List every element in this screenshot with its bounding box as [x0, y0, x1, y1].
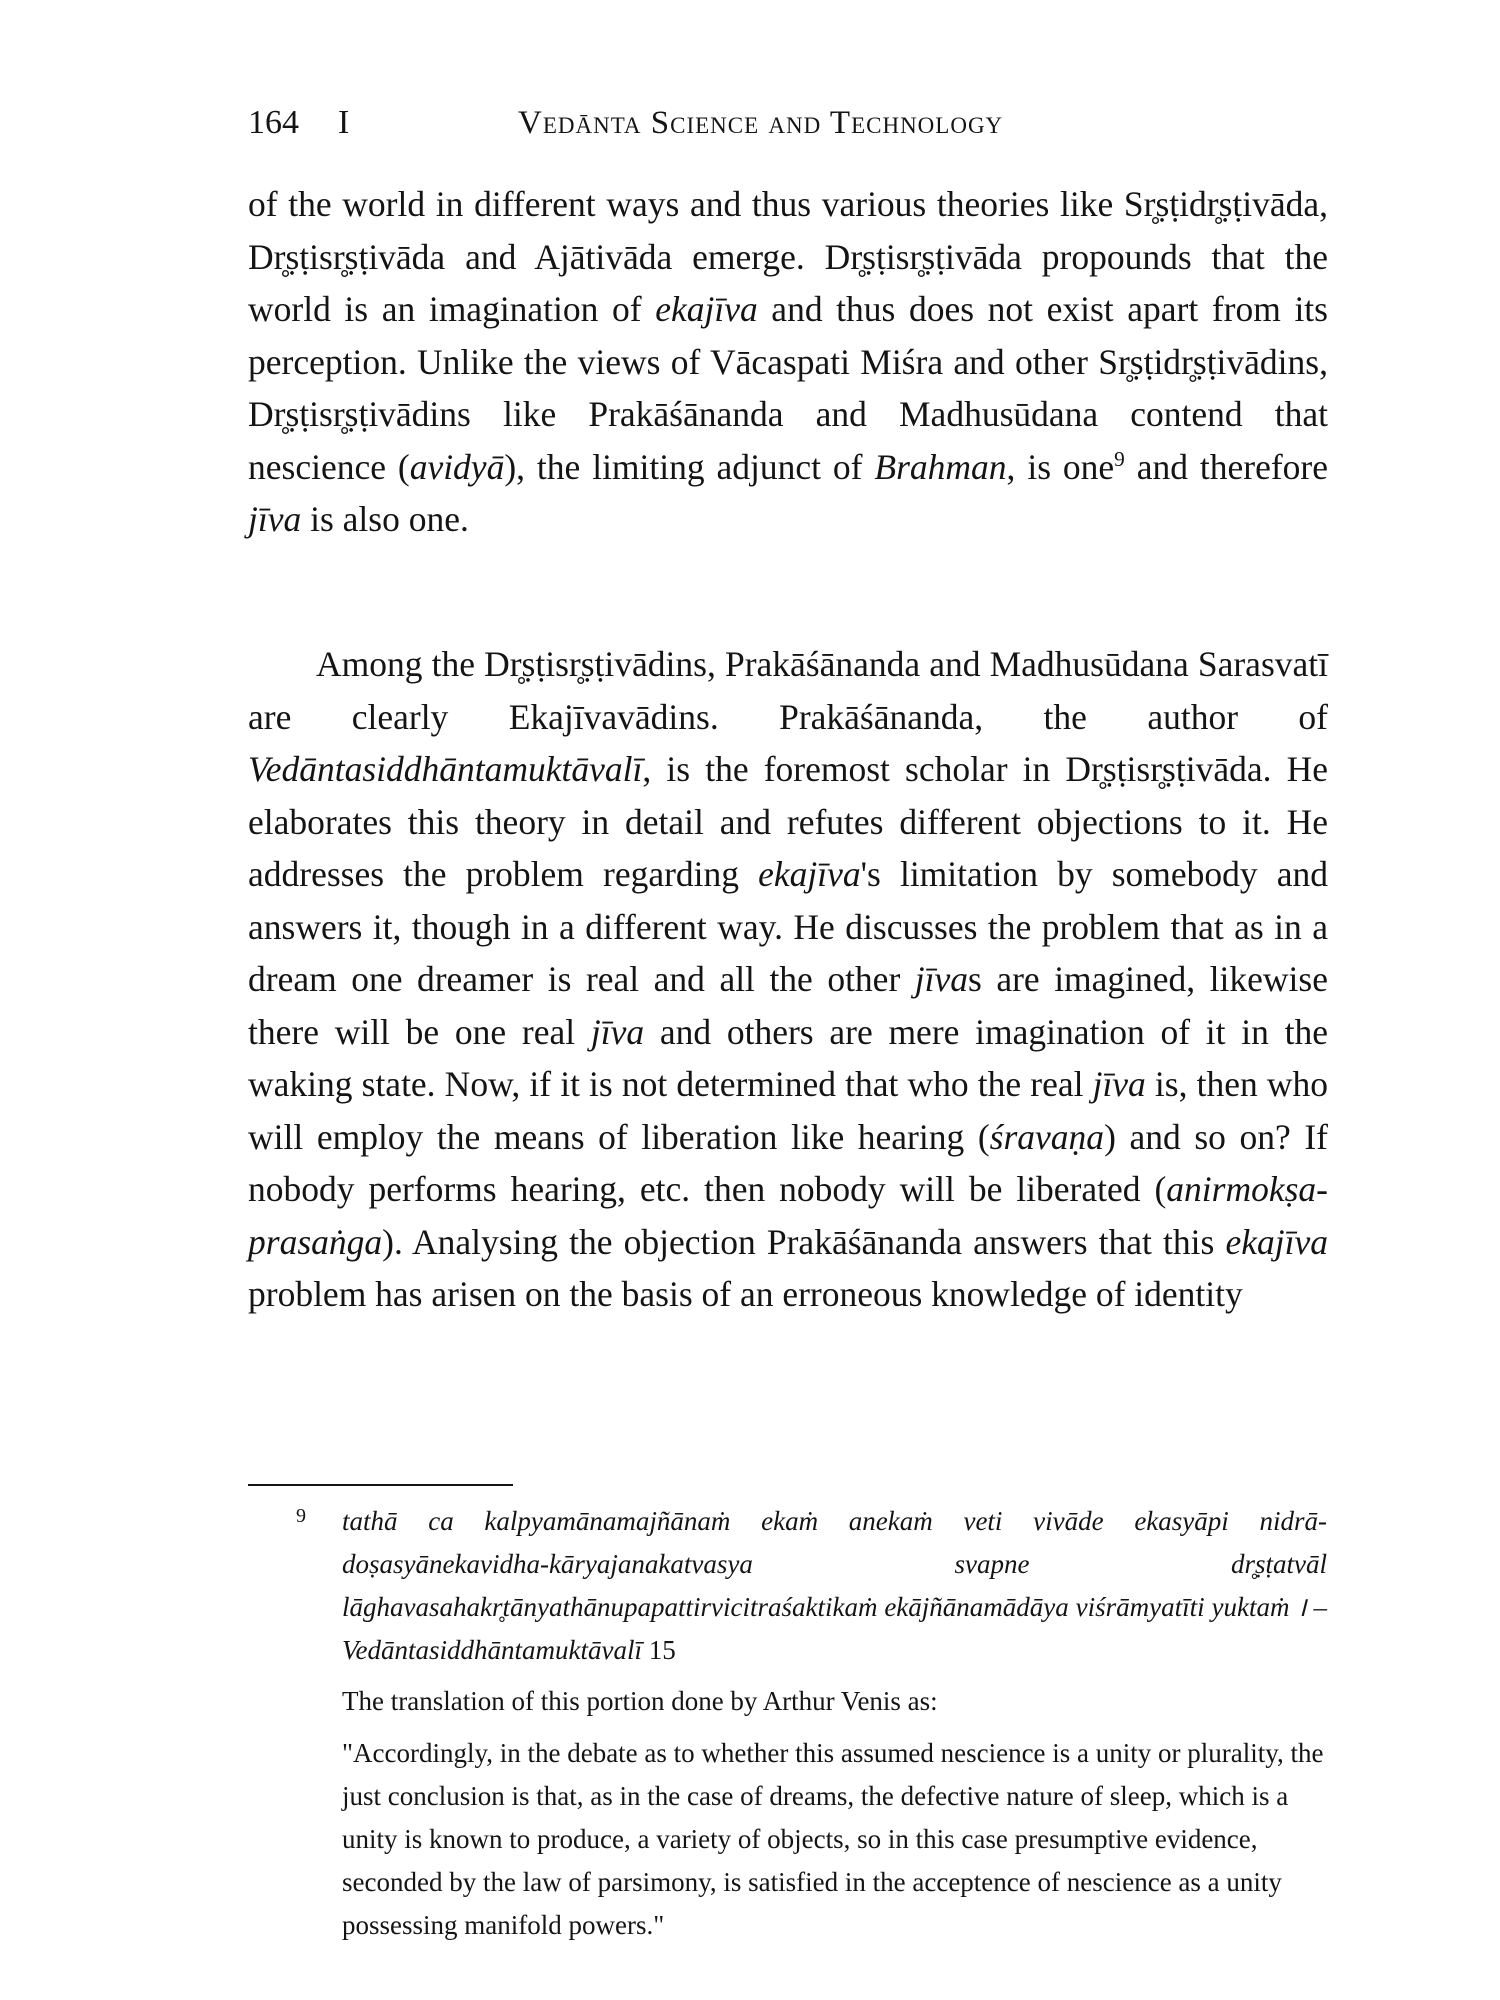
footnote-sanskrit-quote: [342, 1500, 1327, 1672]
text-run: , is one: [1006, 446, 1115, 487]
italic-term: Brahman: [874, 446, 1007, 487]
text-run: s are imagined, likewise there will be one real: [248, 959, 1328, 1052]
text-run: is, then who will employ the means of liberation like hearing (: [248, 1064, 1328, 1157]
paragraph-2: [248, 638, 1328, 1321]
paragraph-1: [248, 178, 1328, 546]
footnote-source-ref: 15: [641, 1635, 676, 1665]
running-head-separator: I: [338, 104, 350, 141]
footnote-source-title: Vedāntasiddhāntamuktāvalī: [342, 1635, 642, 1665]
italic-term: ekajīva: [758, 854, 861, 894]
text-run: and thus does not exist apart from its perception. Unlike the views of Vācaspati Miśra and other Sr̥ṣṭidr̥ṣṭivādins, Dr̥ṣṭisr̥ṣṭivādins like Prakāśānanda and Madhusūdana contend that nescience (: [248, 289, 1328, 487]
italic-term: avidyā: [409, 446, 505, 487]
running-head: [248, 98, 1328, 148]
footnote-divider: [248, 1484, 513, 1486]
text-run: and others are mere imagination of it in the waking state. Now, if it is not determined that who the real: [248, 1011, 1328, 1104]
text-run: and therefore: [1124, 446, 1328, 487]
footnote-reference[interactable]: 9: [1114, 446, 1125, 471]
text-run: ). Analysing the objection Prakāśānanda answers that this: [382, 1221, 1226, 1262]
italic-term: śravaṇa: [989, 1116, 1105, 1157]
text-run: of the world in different ways and thus various theories like Sr̥ṣṭidr̥ṣṭivāda, Dr̥ṣṭisr̥ṣṭivāda and Ajātivāda emerge. Dr̥ṣṭisr̥ṣṭivāda propounds that the world is an imagination of: [248, 184, 1328, 329]
italic-term: ekajīva: [1225, 1221, 1328, 1262]
footnote-translation-quote: "Accordingly, in the debate as to whether this assumed nescience is a unity or plurality, the just conclusion is that, as in the case of dreams, the defective nature of sleep, which is a unity is known to produce, a variety of objects, so in this case presumptive evidence, seconded by the law of parsimony, is satisfied in the acceptence of nescience as a unity possessing manifold powers.": [342, 1738, 1324, 1940]
italic-term: jīva: [590, 1011, 645, 1052]
text-run: ), the limiting adjunct of: [504, 446, 875, 487]
text-run: ) and so on? If nobody performs hearing, etc. then nobody will be liberated (: [248, 1116, 1328, 1209]
italic-term: ekajīva: [655, 289, 758, 329]
footnote-translation-intro: The translation of this portion done by Arthur Venis as:: [342, 1686, 938, 1716]
text-run: problem has arisen on the basis of an erroneous knowledge of identity: [248, 1274, 1243, 1314]
italic-term: jīva: [1092, 1064, 1146, 1104]
italic-term: jīva: [914, 959, 969, 999]
footnote-sanskrit-text: tathā ca kalpyamānamajñānaṁ ekaṁ anekaṁ veti vivāde ekasyāpi nidrā-doṣasyānekavidha-kāryajanakatvasya svapne dr̥ṣṭatvāl lāghavasahakr̥tānyathānupapattirvicitraśaktikaṁ ekājñānamādāya viśrāmyatīti yuktaṁ । –: [342, 1506, 1327, 1622]
book-title: Vedānta Science and Technology: [518, 105, 1004, 141]
text-run: , is the foremost scholar in Dr̥ṣṭisr̥ṣṭivāda. He elaborates this theory in detail and refutes different objections to it. He addresses the problem regarding: [248, 749, 1328, 894]
page-number: 164: [248, 104, 299, 141]
italic-term: Vedāntasiddhāntamuktāvalī: [248, 749, 643, 789]
italic-term: anirmokṣa-prasaṅga: [248, 1169, 1328, 1262]
text-run: is also one.: [301, 499, 469, 539]
footnote-number: 9: [296, 1505, 306, 1527]
italic-term: jīva: [248, 499, 302, 539]
text-run: 's limitation by somebody and answers it, though in a different way. He discusses the problem that as in a dream one dreamer is real and all the other: [248, 854, 1328, 999]
text-run: Among the Dr̥ṣṭisr̥ṣṭivādins, Prakāśānanda and Madhusūdana Sarasvatī are clearly Ekajīvavādins. Prakāśānanda, the author of: [248, 644, 1328, 737]
